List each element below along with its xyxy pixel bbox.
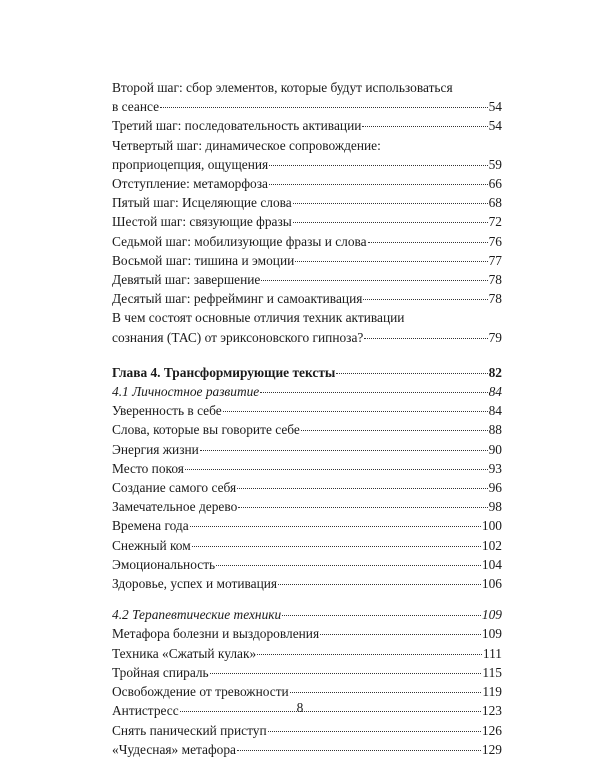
toc-entry-title: Шестой шаг: связующие фразы: [112, 214, 292, 230]
toc-entry[interactable]: [112, 682, 502, 701]
dot-leader: [185, 469, 488, 470]
toc-entry[interactable]: [112, 401, 502, 420]
toc-entry-page: 77: [488, 252, 502, 268]
toc-entry-page: 115: [482, 664, 502, 680]
toc-entry-page: 93: [488, 460, 502, 476]
toc-entry-page: 106: [481, 576, 502, 592]
toc-entry[interactable]: [112, 624, 502, 643]
dot-leader: [336, 373, 487, 374]
toc-part1: [112, 78, 502, 347]
toc-entry[interactable]: [112, 420, 502, 439]
toc-entry-title: Времена года: [112, 518, 189, 534]
toc-entry-title: Здоровье, успех и мотивация: [112, 576, 278, 592]
toc-entry-page: 96: [488, 480, 502, 496]
toc-entry-page: 129: [481, 741, 502, 757]
toc-entry-title: В чем состоят основные отличия техник активации: [112, 310, 405, 326]
toc-entry-page: 109: [481, 626, 502, 642]
dot-leader: [293, 203, 488, 204]
dot-leader: [278, 584, 481, 585]
toc-entry[interactable]: [112, 212, 502, 231]
toc-entry[interactable]: [112, 116, 502, 135]
toc-entry-page: 54: [488, 99, 502, 115]
toc-entry-title: Эмоциональность: [112, 556, 216, 572]
toc-entry[interactable]: [112, 478, 502, 497]
toc-entry[interactable]: [112, 440, 502, 459]
toc-entry[interactable]: [112, 497, 502, 516]
toc-entry-title: Метафора болезни и выздоровления: [112, 626, 320, 642]
toc-entry-title: сознания (ТАС) от эриксоновского гипноза?: [112, 329, 364, 345]
toc-entry-page: 126: [481, 722, 502, 738]
toc-entry-page: 104: [481, 556, 502, 572]
dot-leader: [363, 299, 487, 300]
toc-entry-page: 68: [488, 195, 502, 211]
toc-entry-page: 109: [481, 607, 502, 623]
toc-entry-title: Четвертый шаг: динамическое сопровождение:: [112, 137, 381, 153]
toc-entry-page: 84: [488, 403, 502, 419]
toc-entry[interactable]: [112, 663, 502, 682]
toc-entry-title: Антистресс: [112, 703, 179, 719]
toc-entry-title: Восьмой шаг: тишина и эмоции: [112, 252, 295, 268]
toc-entry-title: Уверенность в себе: [112, 403, 222, 419]
toc-entry[interactable]: [112, 270, 502, 289]
toc-entry-page: 82: [488, 364, 502, 380]
toc-entry-page: 119: [482, 684, 502, 700]
toc-entry-title: Снять панический приступ: [112, 722, 267, 738]
toc-entry-title: Десятый шаг: рефрейминг и самоактивация: [112, 291, 363, 307]
toc-entry[interactable]: [112, 193, 502, 212]
toc-entry-page: 111: [482, 645, 502, 661]
toc-entry-title: Освобождение от тревожности: [112, 684, 289, 700]
toc-entry[interactable]: [112, 308, 502, 346]
dot-leader: [238, 507, 487, 508]
dot-leader: [190, 526, 481, 527]
toc-entry-title: в сеансе: [112, 99, 160, 115]
toc-entry-page: 98: [488, 499, 502, 515]
toc-entry[interactable]: [112, 574, 502, 593]
dot-leader: [362, 126, 487, 127]
toc-entry-title: Создание самого себя: [112, 480, 237, 496]
toc-entry-title: Седьмой шаг: мобилизующие фразы и слова: [112, 233, 367, 249]
toc-section-4-2[interactable]: [112, 605, 502, 624]
toc-entry-page: 100: [481, 518, 502, 534]
dot-leader: [210, 673, 482, 674]
toc-entry[interactable]: [112, 136, 502, 174]
toc-entry[interactable]: [112, 174, 502, 193]
toc-entry[interactable]: [112, 740, 502, 759]
dot-leader: [269, 184, 488, 185]
toc-entry[interactable]: [112, 289, 502, 308]
dot-leader: [257, 654, 482, 655]
toc-entry-title: Второй шаг: сбор элементов, которые будут использоваться: [112, 80, 453, 95]
dot-leader: [301, 430, 488, 431]
dot-leader: [237, 488, 487, 489]
toc-entry[interactable]: [112, 536, 502, 555]
dot-leader: [269, 165, 487, 166]
dot-leader: [268, 731, 481, 732]
toc-entry-page: 84: [488, 384, 502, 400]
toc-entry-title: Девятый шаг: завершение: [112, 272, 261, 288]
toc-entry-title: Отступление: метаморфоза: [112, 176, 268, 192]
toc-entry-page: 66: [488, 176, 502, 192]
toc-entry-title: Глава 4. Трансформирующие тексты: [112, 364, 336, 380]
dot-leader: [320, 634, 481, 635]
toc-entry-title: Энергия жизни: [112, 441, 199, 457]
toc-entry-page: 79: [488, 329, 502, 345]
dot-leader: [293, 222, 488, 223]
toc-entry[interactable]: [112, 644, 502, 663]
toc-entry-title: Снежный ком: [112, 537, 191, 553]
toc-entry-title: Место покоя: [112, 460, 184, 476]
dot-leader: [192, 546, 481, 547]
dot-leader: [364, 338, 487, 339]
toc-entry-page: 102: [481, 537, 502, 553]
toc-entry-title: Пятый шаг: Исцеляющие слова: [112, 195, 292, 211]
toc-entry-page: 72: [488, 214, 502, 230]
toc-entry-title: Замечательное дерево: [112, 499, 238, 515]
dot-leader: [290, 692, 482, 693]
toc-entry[interactable]: [112, 516, 502, 535]
toc-entry-page: 78: [488, 272, 502, 288]
dot-leader: [295, 261, 487, 262]
toc-entry-title: проприоцепция, ощущения: [112, 156, 269, 172]
dot-leader: [216, 565, 481, 566]
toc-entry-page: 88: [488, 422, 502, 438]
toc-entry-page: 123: [481, 703, 502, 719]
toc-entry-title: «Чудесная» метафора: [112, 741, 236, 757]
table-of-contents: [112, 78, 502, 759]
dot-leader: [368, 242, 488, 243]
dot-leader: [260, 392, 487, 393]
toc-entry-title: 4.2 Терапевтические техники: [112, 607, 282, 623]
toc-entry[interactable]: [112, 459, 502, 478]
toc-entry-page: 59: [488, 156, 502, 172]
toc-entry[interactable]: [112, 78, 502, 116]
toc-entry-page: 90: [488, 441, 502, 457]
dot-leader: [160, 107, 488, 108]
toc-entry-title: Третий шаг: последовательность активации: [112, 118, 362, 134]
page-number: 8: [296, 700, 304, 715]
toc-entry[interactable]: [112, 251, 502, 270]
toc-chapter-4[interactable]: [112, 363, 502, 382]
toc-entry-title: Слова, которые вы говорите себе: [112, 422, 300, 438]
dot-leader: [200, 450, 488, 451]
toc-entry[interactable]: [112, 721, 502, 740]
toc-entry-page: 76: [488, 233, 502, 249]
toc-entry[interactable]: [112, 555, 502, 574]
toc-entry-title: 4.1 Личностное развитие: [112, 384, 260, 400]
dot-leader: [261, 280, 487, 281]
dot-leader: [282, 615, 481, 616]
toc-entry[interactable]: [112, 232, 502, 251]
toc-entry-title: Тройная спираль: [112, 664, 209, 680]
toc-entry-page: 54: [488, 118, 502, 134]
toc-entry-page: 78: [488, 291, 502, 307]
toc-section-4-1-items: [112, 401, 502, 593]
toc-section-4-1[interactable]: [112, 382, 502, 401]
dot-leader: [223, 411, 488, 412]
toc-section-4-2-items: [112, 624, 502, 758]
toc-entry-title: Техника «Сжатый кулак»: [112, 645, 257, 661]
